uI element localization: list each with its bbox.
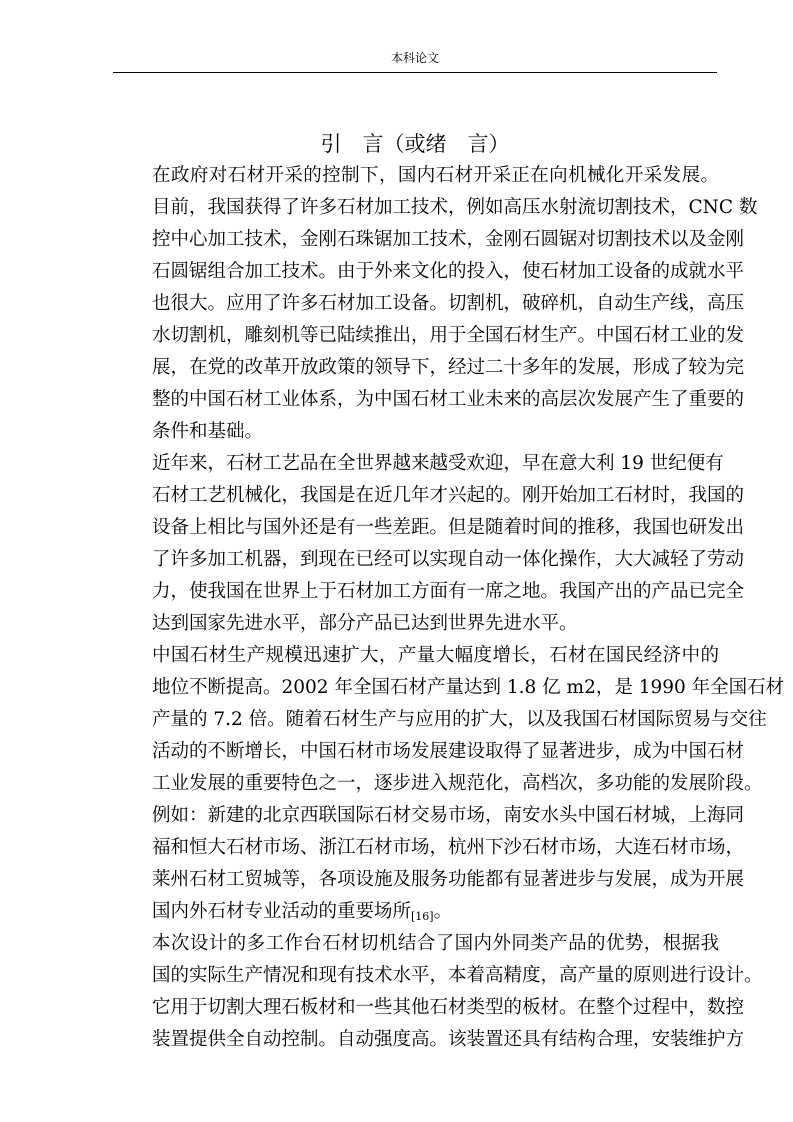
paragraph-4 <box>115 928 763 1056</box>
text-line: 条件和基础。 <box>152 421 264 442</box>
text-fragment: 。 <box>433 901 453 922</box>
text-line: 水切割机，雕刻机等已陆续推出，用于全国石材生产。中国石材工业的发 <box>152 325 745 346</box>
text-line: 设备上相比与国外还是有一些差距。但是随着时间的推移，我国也研发出 <box>152 517 745 538</box>
body-text <box>115 160 785 1056</box>
text-line: 国的实际生产情况和现有技术水平，本着高精度，高产量的原则进行设计。 <box>152 965 763 986</box>
text-line: 它用于切割大理石板材和一些其他石材类型的板材。在整个过程中，数控 <box>152 997 745 1018</box>
text-line-with-citation <box>115 896 719 928</box>
text-line: 达到国家先进水平，部分产品已达到世界先进水平。 <box>152 613 578 634</box>
text-fragment: 国内外石材专业活动的重要场所 <box>152 901 412 922</box>
text-line: 也很大。应用了许多石材加工设备。切割机，破碎机，自动生产线，高压 <box>152 293 745 314</box>
paragraph-2 <box>115 448 745 640</box>
text-line: 地位不断提高。2002 年全国石材产量达到 1.8 亿 m2，是 1990 年全国石材 <box>152 677 785 698</box>
text-line: 了许多加工机器，到现在已经可以实现自动一体化操作，大大减轻了劳动 <box>152 549 745 570</box>
text-line: 工业发展的重要特色之一，逐步进入规范化，高档次，多功能的发展阶段。 <box>152 773 763 794</box>
text-line: 装置提供全自动控制。自动强度高。该装置还具有结构合理，安装维护方 <box>152 1029 745 1050</box>
text-line: 产量的 7.2 倍。随着石材生产与应用的扩大，以及我国石材国际贸易与交往 <box>152 709 767 730</box>
text-line: 本次设计的多工作台石材切机结合了国内外同类产品的优势，根据我 <box>152 933 719 954</box>
text-line: 目前，我国获得了许多石材加工技术，例如高压水射流切割技术，CNC 数 <box>152 197 758 218</box>
paragraph-3 <box>115 640 785 928</box>
section-title: 引 言（或绪 言） <box>320 132 510 156</box>
header-rule <box>113 72 717 73</box>
text-line: 力，使我国在世界上于石材加工方面有一席之地。我国产出的产品已完全 <box>152 581 745 602</box>
text-line: 近年来，石材工艺品在全世界越来越受欢迎，早在意大利 19 世纪便有 <box>152 453 724 474</box>
running-header: 本科论文 <box>390 51 439 65</box>
text-line: 莱州石材工贸城等，各项设施及服务功能都有显著进步与发展，成为开展 <box>152 869 745 890</box>
citation: [16] <box>411 910 434 923</box>
text-line: 控中心加工技术，金刚石珠锯加工技术，金刚石圆锯对切割技术以及金刚 <box>152 229 745 250</box>
text-line: 福和恒大石材市场、浙江石材市场，杭州下沙石材市场，大连石材市场， <box>152 837 745 858</box>
text-line: 活动的不断增长，中国石材市场发展建设取得了显著进步，成为中国石材 <box>152 741 745 762</box>
text-line: 石圆锯组合加工技术。由于外来文化的投入，使石材加工设备的成就水平 <box>152 261 745 282</box>
paragraph-1 <box>115 160 758 448</box>
text-line: 中国石材生产规模迅速扩大，产量大幅度增长，石材在国民经济中的 <box>152 645 719 666</box>
text-line: 在政府对石材开采的控制下，国内石材开采正在向机械化开采发展。 <box>152 165 719 186</box>
text-line: 整的中国石材工业体系，为中国石材工业未来的高层次发展产生了重要的 <box>152 389 745 410</box>
text-line: 石材工艺机械化，我国是在近几年才兴起的。刚开始加工石材时，我国的 <box>152 485 745 506</box>
text-line: 例如：新建的北京西联国际石材交易市场，南安水头中国石材城，上海同 <box>152 805 745 826</box>
text-line: 展，在党的改革开放政策的领导下，经过二十多年的发展，形成了较为完 <box>152 357 745 378</box>
